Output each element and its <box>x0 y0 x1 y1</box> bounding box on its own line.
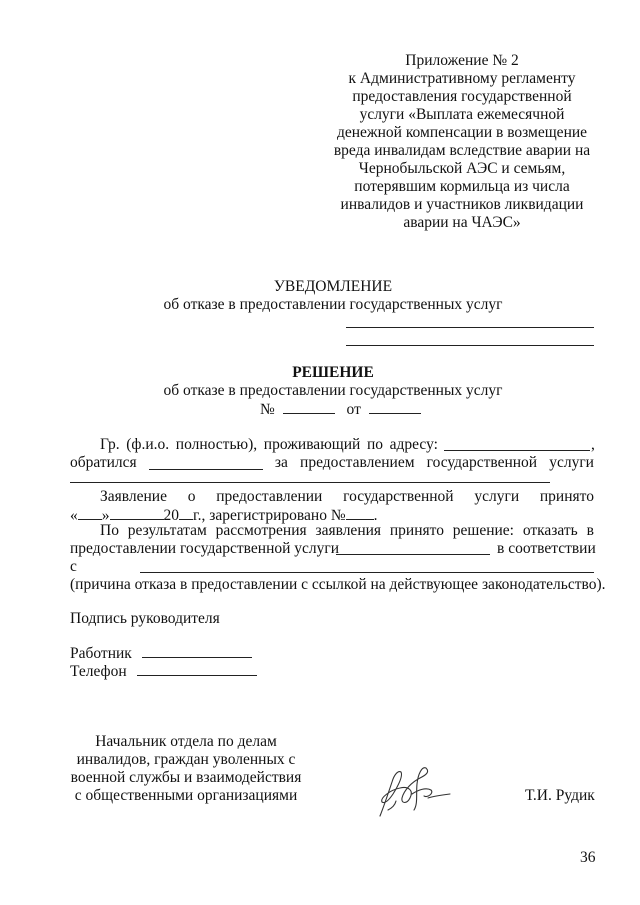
appendix-line: к Административному регламенту <box>348 70 576 87</box>
head-signature-label: Подпись руководителя <box>70 610 220 627</box>
word: По <box>100 522 119 539</box>
word: обратился <box>70 454 137 471</box>
word: решение: <box>452 522 514 539</box>
year-blank <box>179 506 193 520</box>
year-prefix: 20 <box>163 507 179 524</box>
position-line: с общественными организациями <box>74 787 298 804</box>
word: принято <box>389 522 444 539</box>
phone-row <box>70 662 257 681</box>
word: принято <box>539 488 594 505</box>
from-label: от <box>346 401 361 418</box>
position-line: Начальник отдела по делам <box>95 733 277 750</box>
notice-subtitle: об отказе в предоставлении государственных услуг <box>163 296 503 313</box>
signer-name: Т.И. Рудик <box>525 787 595 804</box>
quote-close: » <box>101 507 110 524</box>
address-blank <box>444 450 590 451</box>
word: Гр. <box>100 436 120 453</box>
phone-label: Телефон <box>70 663 127 680</box>
appendix-line: Приложение № 2 <box>405 52 519 69</box>
worker-blank <box>142 644 252 658</box>
word: проживающий <box>263 436 361 453</box>
service-blank-2 <box>336 554 490 555</box>
word: в <box>586 522 594 539</box>
page-number: 36 <box>580 849 596 866</box>
decision-subtitle: об отказе в предоставлении государственных услуг <box>163 382 503 399</box>
handwritten-signature <box>368 760 460 822</box>
word: о <box>187 488 196 505</box>
worker-label: Работник <box>70 645 132 662</box>
decision-number-row <box>260 400 421 419</box>
word: адресу: <box>389 436 438 453</box>
decision-title: РЕШЕНИЕ <box>292 364 374 381</box>
date-blank <box>369 400 421 414</box>
word: Заявление <box>100 488 167 505</box>
p3-line-4: (причина отказа в предоставлении с ссылкой на действующее законодательство). <box>70 576 606 593</box>
word: государственной <box>426 454 538 471</box>
p3-line-2-end: в соответствии <box>497 540 596 557</box>
appendix-line: денежной компенсации в возмещение <box>336 124 588 141</box>
appendix-line: Чернобыльской АЭС и семьям, <box>358 160 566 177</box>
number-blank <box>283 400 335 414</box>
appendix-line: предоставления государственной <box>352 88 572 105</box>
legal-basis-line <box>140 572 594 573</box>
position-line: военной службы и взаимодействия <box>70 769 302 786</box>
appendix-line: вреда инвалидам вследствие аварии на <box>333 142 591 159</box>
notice-title: УВЕДОМЛЕНИЕ <box>273 278 393 295</box>
word: (ф.и.о. <box>126 436 170 453</box>
word: результатам <box>127 522 207 539</box>
word: отказать <box>522 522 578 539</box>
worker-row <box>70 644 252 663</box>
position-line: инвалидов, граждан уволенных с <box>76 751 296 768</box>
day-blank <box>78 506 102 520</box>
recipient-line-2 <box>346 345 594 346</box>
word: рассмотрения <box>215 522 307 539</box>
word: предоставлении <box>216 488 323 505</box>
p1-comma: , <box>591 436 595 453</box>
month-blank <box>110 506 164 520</box>
p3-line-2-start: предоставлении государственной услуги <box>70 540 340 557</box>
word: полностью), <box>175 436 258 453</box>
word: услуги <box>474 488 520 505</box>
word: услуги <box>549 454 594 471</box>
p2-line-1 <box>100 488 594 506</box>
word: предоставлением <box>300 454 415 471</box>
quote-open: « <box>70 507 78 524</box>
appendix-line: инвалидов и участников ликвидации <box>340 196 584 213</box>
registered-text: г., зарегистрировано № <box>193 507 346 524</box>
number-label: № <box>260 401 275 418</box>
phone-blank <box>137 662 257 676</box>
word: по <box>366 436 383 453</box>
service-name-line <box>70 482 550 483</box>
appendix-line: аварии на ЧАЭС» <box>403 214 521 231</box>
word: заявления <box>315 522 382 539</box>
registration-number-blank <box>346 506 374 520</box>
appendix-line: услуги «Выплата ежемесячной <box>359 106 565 123</box>
service-blank <box>149 456 263 470</box>
p1-line-1 <box>100 436 438 454</box>
period: . <box>373 507 378 524</box>
word: за <box>274 454 288 471</box>
p3-line-1 <box>100 522 594 540</box>
appendix-line: потерявшим кормильца из числа <box>354 178 570 195</box>
word: государственной <box>343 488 454 505</box>
p3-line-3: с <box>70 558 77 575</box>
recipient-line-1 <box>346 327 594 328</box>
p1-line-2 <box>70 454 594 472</box>
